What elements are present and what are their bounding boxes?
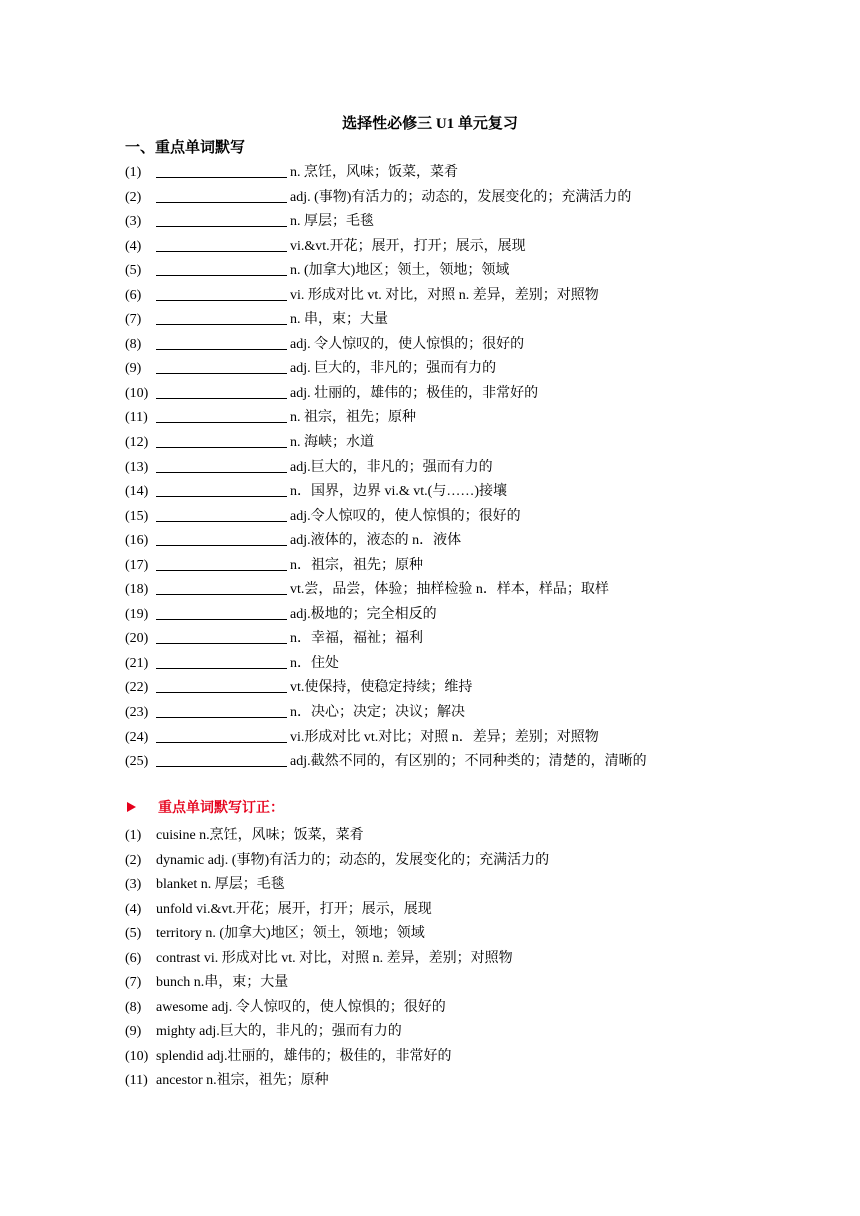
word-with-definition: dynamic adj. (事物)有活力的；动态的，发展变化的；充满活力的 xyxy=(156,852,550,868)
answer-blank-line[interactable] xyxy=(156,286,287,301)
item-number: (21) xyxy=(125,655,149,671)
correction-item xyxy=(125,1045,549,1070)
item-number: (2) xyxy=(125,189,142,205)
item-number: (14) xyxy=(125,484,149,500)
dictation-item xyxy=(125,676,647,701)
word-with-definition: territory n. (加拿大)地区；领土，领地；领域 xyxy=(156,926,425,942)
word-definition: n．幸福，福祉；福利 xyxy=(290,631,423,647)
dictation-item xyxy=(125,406,647,431)
section-heading-vocab-dictation: 一、重点单词默写 xyxy=(125,140,246,156)
dictation-item xyxy=(125,480,647,505)
answer-blank-line[interactable] xyxy=(156,237,287,252)
answer-blank-line[interactable] xyxy=(156,531,287,546)
dictation-item xyxy=(125,554,647,579)
word-definition: adj. 令人惊叹的，使人惊惧的；很好的 xyxy=(290,336,525,352)
dictation-item xyxy=(125,726,647,751)
word-definition: adj.巨大的，非凡的；强而有力的 xyxy=(290,459,493,475)
correction-item xyxy=(125,898,549,923)
word-definition: vi.&vt.开花；展开，打开；展示，展现 xyxy=(290,238,526,254)
answer-blank-line[interactable] xyxy=(156,752,287,767)
correction-item xyxy=(125,873,549,898)
answer-blank-line[interactable] xyxy=(156,507,287,522)
item-number: (8) xyxy=(125,999,142,1015)
answer-blank-line[interactable] xyxy=(156,408,287,423)
word-with-definition: mighty adj.巨大的，非凡的；强而有力的 xyxy=(156,1024,402,1040)
dictation-item xyxy=(125,529,647,554)
item-number: (23) xyxy=(125,705,149,721)
item-number: (17) xyxy=(125,557,149,573)
correction-heading xyxy=(125,798,284,820)
item-number: (19) xyxy=(125,606,149,622)
item-number: (25) xyxy=(125,754,149,770)
word-definition: n. 厚层；毛毯 xyxy=(290,214,374,230)
item-number: (3) xyxy=(125,877,142,893)
dictation-item xyxy=(125,627,647,652)
word-definition: adj.液体的，液态的 n．液体 xyxy=(290,533,462,549)
word-with-definition: bunch n.串，束；大量 xyxy=(156,975,289,991)
dictation-item xyxy=(125,284,647,309)
word-definition: n．住处 xyxy=(290,655,339,671)
dictation-item xyxy=(125,259,647,284)
item-number: (13) xyxy=(125,459,149,475)
word-with-definition: unfold vi.&vt.开花；展开，打开；展示，展现 xyxy=(156,901,432,917)
item-number: (20) xyxy=(125,631,149,647)
word-with-definition: ancestor n.祖宗，祖先；原种 xyxy=(156,1073,329,1089)
answer-blank-line[interactable] xyxy=(156,458,287,473)
answer-blank-line[interactable] xyxy=(156,629,287,644)
correction-item xyxy=(125,849,549,874)
item-number: (9) xyxy=(125,361,142,377)
item-number: (3) xyxy=(125,214,142,230)
answer-blank-line[interactable] xyxy=(156,678,287,693)
item-number: (2) xyxy=(125,852,142,868)
answer-blank-line[interactable] xyxy=(156,310,287,325)
word-with-definition: splendid adj.壮丽的，雄伟的；极佳的，非常好的 xyxy=(156,1048,452,1064)
word-definition: n. (加拿大)地区；领土，领地；领域 xyxy=(290,263,510,279)
word-definition: vt.使保持，使稳定持续；维持 xyxy=(290,680,473,696)
answer-blank-line[interactable] xyxy=(156,163,287,178)
item-number: (11) xyxy=(125,410,148,426)
item-number: (1) xyxy=(125,828,142,843)
item-number: (1) xyxy=(125,165,142,180)
correction-item xyxy=(125,824,549,849)
answer-blank-line[interactable] xyxy=(156,654,287,669)
word-definition: adj. 壮丽的，雄伟的；极佳的，非常好的 xyxy=(290,385,539,401)
item-number: (5) xyxy=(125,263,142,279)
correction-item xyxy=(125,947,549,972)
item-number: (22) xyxy=(125,680,149,696)
answer-blank-line[interactable] xyxy=(156,359,287,374)
word-definition: n. 串，束；大量 xyxy=(290,312,388,328)
arrow-bullet-icon xyxy=(127,802,136,812)
answer-blank-line[interactable] xyxy=(156,605,287,620)
item-number: (12) xyxy=(125,435,149,451)
item-number: (16) xyxy=(125,533,149,549)
dictation-item xyxy=(125,578,647,603)
correction-item xyxy=(125,1069,549,1094)
dictation-item xyxy=(125,701,647,726)
answer-blank-line[interactable] xyxy=(156,556,287,571)
answer-blank-line[interactable] xyxy=(156,384,287,399)
dictation-item xyxy=(125,652,647,677)
word-definition: n. 海峡；水道 xyxy=(290,435,374,451)
item-number: (5) xyxy=(125,926,142,942)
item-number: (10) xyxy=(125,1048,149,1064)
word-with-definition: awesome adj. 令人惊叹的，使人惊惧的；很好的 xyxy=(156,999,446,1015)
dictation-list xyxy=(125,161,647,775)
answer-blank-line[interactable] xyxy=(156,703,287,718)
item-number: (15) xyxy=(125,508,149,524)
answer-blank-line[interactable] xyxy=(156,261,287,276)
dictation-item xyxy=(125,431,647,456)
dictation-item xyxy=(125,456,647,481)
answer-blank-line[interactable] xyxy=(156,433,287,448)
dictation-item xyxy=(125,357,647,382)
correction-list xyxy=(125,824,549,1094)
item-number: (7) xyxy=(125,312,142,328)
dictation-item xyxy=(125,186,647,211)
document-title: 选择性必修三 U1 单元复习 xyxy=(342,116,518,132)
word-definition: vi.形成对比 vt.对比；对照 n．差异；差别；对照物 xyxy=(290,729,599,745)
dictation-item xyxy=(125,750,647,775)
item-number: (10) xyxy=(125,385,149,401)
word-definition: adj.极地的；完全相反的 xyxy=(290,606,437,622)
item-number: (8) xyxy=(125,336,142,352)
word-with-definition: cuisine n.烹饪，风味；饭菜，菜肴 xyxy=(156,828,364,843)
word-definition: adj. 巨大的，非凡的；强而有力的 xyxy=(290,361,497,377)
word-definition: adj.令人惊叹的，使人惊惧的；很好的 xyxy=(290,508,521,524)
correction-item xyxy=(125,971,549,996)
item-number: (6) xyxy=(125,287,142,303)
item-number: (4) xyxy=(125,238,142,254)
item-number: (9) xyxy=(125,1024,142,1040)
dictation-item xyxy=(125,235,647,260)
answer-blank-line[interactable] xyxy=(156,188,287,203)
answer-blank-line[interactable] xyxy=(156,482,287,497)
item-number: (6) xyxy=(125,950,142,966)
correction-heading-label: 重点单词默写订正： xyxy=(158,801,284,816)
dictation-item xyxy=(125,505,647,530)
correction-item xyxy=(125,922,549,947)
dictation-item xyxy=(125,333,647,358)
answer-blank-line[interactable] xyxy=(156,728,287,743)
item-number: (7) xyxy=(125,975,142,991)
correction-item xyxy=(125,1020,549,1045)
dictation-item xyxy=(125,210,647,235)
dictation-item xyxy=(125,382,647,407)
item-number: (11) xyxy=(125,1073,148,1089)
word-definition: n．决心；决定；决议；解决 xyxy=(290,705,465,721)
item-number: (4) xyxy=(125,901,142,917)
answer-blank-line[interactable] xyxy=(156,335,287,350)
word-with-definition: blanket n. 厚层；毛毯 xyxy=(156,877,285,893)
word-definition: n．国界，边界 vi.& vt.(与……)接壤 xyxy=(290,484,507,500)
word-definition: n．祖宗，祖先；原种 xyxy=(290,557,423,573)
correction-item xyxy=(125,996,549,1021)
item-number: (24) xyxy=(125,729,149,745)
word-definition: adj.截然不同的，有区别的；不同种类的；清楚的，清晰的 xyxy=(290,754,647,770)
word-definition: n. 祖宗，祖先；原种 xyxy=(290,410,416,426)
dictation-item xyxy=(125,161,647,186)
word-definition: n. 烹饪，风味；饭菜，菜肴 xyxy=(290,165,458,180)
dictation-item xyxy=(125,308,647,333)
word-with-definition: contrast vi. 形成对比 vt. 对比，对照 n. 差异，差别；对照物 xyxy=(156,950,513,966)
word-definition: adj. (事物)有活力的；动态的，发展变化的；充满活力的 xyxy=(290,189,632,205)
word-definition: vi. 形成对比 vt. 对比，对照 n. 差异，差别；对照物 xyxy=(290,287,599,303)
answer-blank-line[interactable] xyxy=(156,580,287,595)
word-definition: vt.尝，品尝，体验；抽样检验 n．样本，样品；取样 xyxy=(290,582,609,598)
dictation-item xyxy=(125,603,647,628)
item-number: (18) xyxy=(125,582,149,598)
answer-blank-line[interactable] xyxy=(156,212,287,227)
